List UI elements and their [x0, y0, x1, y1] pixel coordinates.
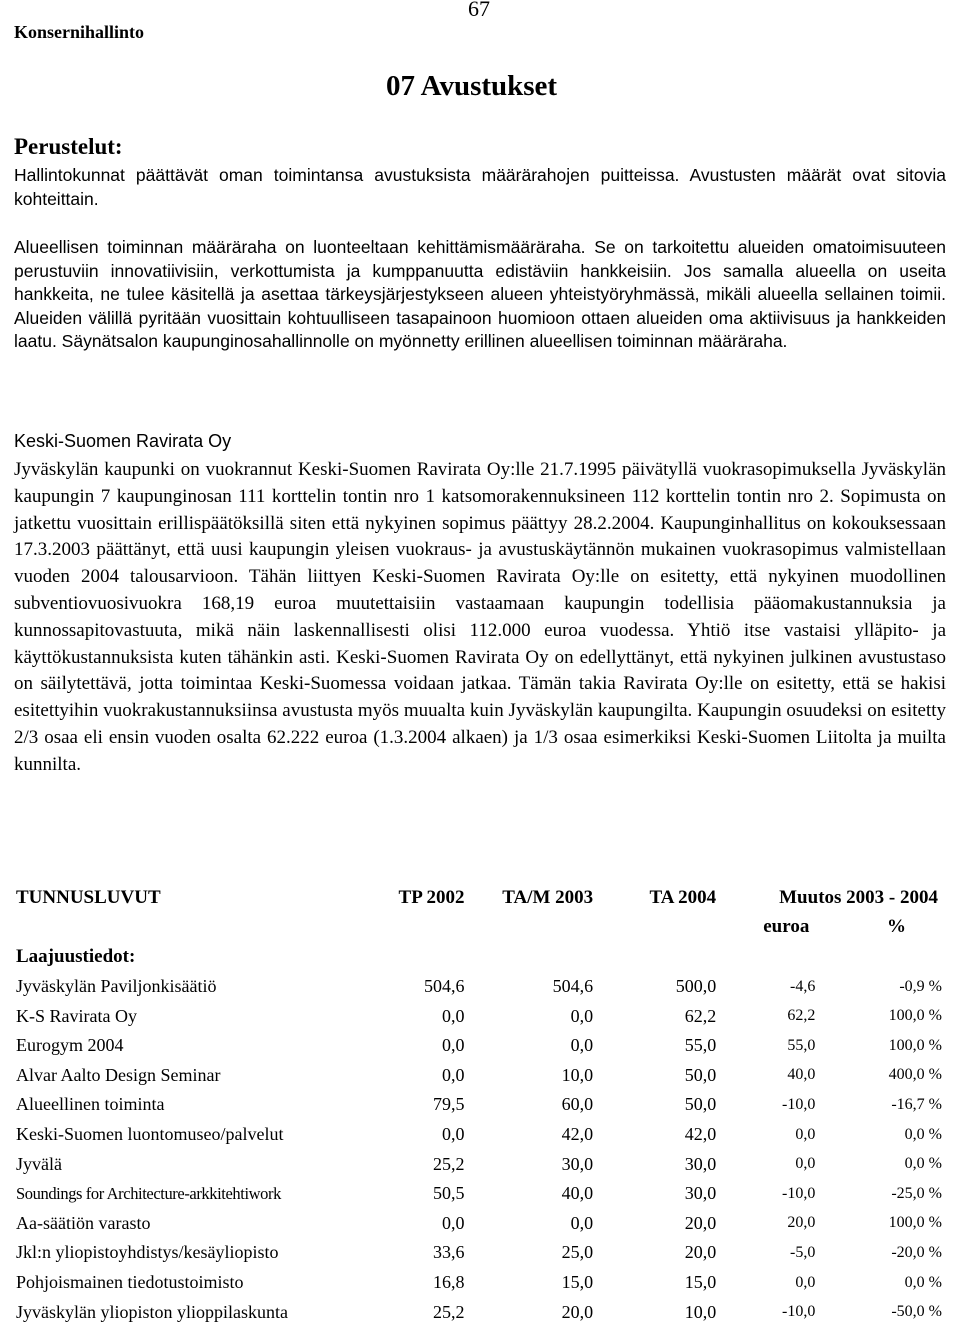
row-tam2003: 30,0 — [561, 1153, 594, 1174]
section-laajuustiedot: Laajuustiedot: — [16, 945, 136, 967]
row-ta2004: 42,0 — [684, 1124, 717, 1145]
row-tp2002: 0,0 — [442, 1005, 465, 1026]
row-change-percent: -50,0 % — [891, 1303, 942, 1321]
kpi-table — [16, 883, 942, 1327]
row-name: Aa-säätiön varasto — [16, 1212, 151, 1233]
row-tam2003: 0,0 — [570, 1005, 594, 1026]
table-header-row — [16, 883, 942, 913]
table-body — [16, 972, 942, 1327]
table-row — [16, 1268, 942, 1298]
row-tam2003: 25,0 — [561, 1242, 594, 1263]
row-tp2002: 33,6 — [433, 1242, 465, 1263]
row-ta2004: 55,0 — [684, 1035, 717, 1056]
row-ta2004: 30,0 — [684, 1183, 717, 1204]
row-name: Pohjoismainen tiedotustoimisto — [16, 1272, 244, 1293]
row-name: Keski-Suomen luontomuseo/palvelut — [16, 1124, 284, 1145]
header-ta2004: TA 2004 — [649, 886, 717, 908]
unit-percent: % — [887, 916, 906, 938]
row-change-percent: -20,0 % — [891, 1243, 942, 1261]
table-section-row — [16, 942, 942, 972]
row-ta2004: 15,0 — [684, 1272, 717, 1293]
table-row — [16, 1120, 942, 1150]
row-tam2003: 0,0 — [570, 1035, 594, 1056]
row-change-euroa: 20,0 — [787, 1214, 816, 1232]
header-tunnusluvut: TUNNUSLUVUT — [16, 886, 161, 908]
row-tp2002: 16,8 — [433, 1272, 465, 1293]
header-muutos: Muutos 2003 - 2004 — [779, 886, 938, 908]
row-tp2002: 25,2 — [433, 1301, 465, 1322]
row-change-euroa: -10,0 — [782, 1184, 816, 1202]
row-tp2002: 504,6 — [424, 976, 465, 997]
table-row — [16, 1209, 942, 1239]
row-tam2003: 504,6 — [552, 976, 594, 997]
page-heading: 07 Avustukset — [386, 70, 558, 102]
row-tp2002: 0,0 — [442, 1124, 465, 1145]
row-change-euroa: 0,0 — [795, 1273, 816, 1291]
row-tam2003: 10,0 — [561, 1064, 594, 1085]
table-row — [16, 1090, 942, 1120]
row-name: Jyväskylän yliopiston ylioppilaskunta — [16, 1301, 288, 1322]
row-tp2002: 0,0 — [442, 1212, 465, 1233]
ravirata-body: Jyväskylän kaupunki on vuokrannut Keski-Suomen Ravirata Oy:lle 21.7.1995 päivätyllä vuokrasopimuksella Jyväskylän kaupungin 7 kaupunginosan 111 korttelin tontin nro 1 katsomorakennuksineen 112 korttelin tontin nro 2. Sopimusta on jatkettu vuosittain erillispäätöksillä siten että nykyinen sopimus päättyy 28.2.2004. Kaupunginhallitus on kokouksessaan 17.3.2003 päättänyt, että uusi kaupungin yleisen vuokraus- ja avustuskäytännön mukainen vuokrasopimus valmistellaan vuoden 2004 talousarvioon. Tähän liittyen Keski-Suomen Ravirata Oy:lle on esitetty, että nykyinen muodollinen subventiovuosivuokra 168,19 euroa muutettaisiin vastaamaan kaupungin todellisia pääomakustannuksia ja kunnossapitovastuuta, mikä näin laskennallisesti olisi 112.000 euroa vuodessa. Yhtiö itse vastaisi ylläpito- ja käyttökustannuksista kuten tähänkin asti. Keski-Suomen Ravirata Oy on edellyttänyt, että nykyinen julkinen avustustaso on säilytettävä, jotta toimintaa Keski-Suomessa voidaan jatkaa. Tämän takia Ravirata Oy:lle on esitetty, että se hakisi esitettyihin vuokrakustannuksiinsa avustusta myös muualta kuin Jyväskylän kaupungilta. Kaupungin osuudeksi on esitetty 2/3 osaa eli ensin vuoden osalta 62.222 euroa (1.3.2004 alkaen) ja 1/3 osaa esimerkiksi Keski-Suomen Liitolta ja muilta kunnilta. — [14, 459, 946, 775]
table-units-row — [16, 913, 942, 943]
row-name: Alueellinen toiminta — [16, 1094, 165, 1115]
row-tp2002: 0,0 — [442, 1064, 465, 1085]
row-ta2004: 10,0 — [684, 1301, 717, 1322]
row-tam2003: 42,0 — [561, 1124, 594, 1145]
row-change-euroa: 0,0 — [795, 1125, 816, 1143]
row-tam2003: 60,0 — [561, 1094, 594, 1115]
row-change-percent: -16,7 % — [891, 1095, 942, 1113]
row-name: Alvar Aalto Design Seminar — [16, 1064, 221, 1085]
row-change-euroa: 55,0 — [787, 1036, 816, 1054]
row-change-percent: 100,0 % — [888, 1214, 942, 1232]
header-tam2003: TA/M 2003 — [502, 886, 594, 908]
row-ta2004: 20,0 — [684, 1242, 717, 1263]
row-name: Soundings for Architecture-arkkitehtiwork — [16, 1183, 281, 1203]
perustelut-paragraph-2: Alueellisen toiminnan määräraha on luonteeltaan kehittämismääräraha. Se on tarkoitettu alueiden omatoimisuuteen perustuviin innovatiivisiin, verkottumista ja kumppanuutta edistäviin hankkeisiin. Jos samalla alueella on useita hankkeita, ne tulee käsitellä ja asettaa tärkeysjärjestykseen alueen yhteistyöryhmässä, mikäli alueella sellainen toimii. Alueiden välillä pyritään vuosittain kohtuulliseen tasapainoon huomioon ottaen alueiden oma aktiivisuus ja hankkeiden laatu. Säynätsalon kaupunginosahallinnolle on myönnetty erillinen alueellisen toiminnan määräraha. — [14, 237, 946, 351]
table-row — [16, 1001, 942, 1031]
row-ta2004: 62,2 — [684, 1005, 717, 1026]
row-change-euroa: -10,0 — [782, 1095, 816, 1113]
row-change-percent: 400,0 % — [888, 1066, 942, 1084]
row-tp2002: 79,5 — [433, 1094, 465, 1115]
row-ta2004: 50,0 — [684, 1094, 717, 1115]
table-row — [16, 972, 942, 1002]
row-change-percent: 0,0 % — [904, 1273, 942, 1291]
row-change-euroa: 0,0 — [795, 1155, 816, 1173]
perustelut-paragraph-1: Hallintokunnat päättävät oman toimintansa avustuksista määrärahojen puitteissa. Avustusten määrät ovat sitovia kohteittain. — [14, 165, 946, 209]
row-change-percent: 100,0 % — [888, 1036, 942, 1054]
row-ta2004: 500,0 — [675, 976, 717, 997]
row-change-euroa: -5,0 — [790, 1243, 816, 1261]
table-row — [16, 1149, 942, 1179]
row-tp2002: 25,2 — [433, 1153, 465, 1174]
row-change-percent: -25,0 % — [891, 1184, 942, 1202]
row-tam2003: 40,0 — [561, 1183, 594, 1204]
row-tp2002: 0,0 — [442, 1035, 465, 1056]
row-ta2004: 50,0 — [684, 1064, 717, 1085]
row-change-percent: 0,0 % — [904, 1125, 942, 1143]
row-name: Jyvälä — [16, 1153, 62, 1174]
row-change-euroa: -4,6 — [790, 977, 816, 995]
row-ta2004: 20,0 — [684, 1212, 717, 1233]
row-name: Eurogym 2004 — [16, 1035, 124, 1056]
table-row — [16, 1297, 942, 1327]
organization-name: Konsernihallinto — [14, 22, 145, 42]
page-number: 67 — [468, 0, 490, 21]
table-row — [16, 1061, 942, 1091]
row-change-percent: -0,9 % — [899, 977, 942, 995]
row-tam2003: 0,0 — [570, 1212, 594, 1233]
row-change-percent: 100,0 % — [888, 1007, 942, 1025]
ravirata-title: Keski-Suomen Ravirata Oy — [14, 431, 232, 451]
row-change-euroa: -10,0 — [782, 1303, 816, 1321]
unit-euroa: euroa — [763, 916, 810, 938]
table-row — [16, 1179, 942, 1209]
table-row — [16, 1031, 942, 1061]
table-row — [16, 1238, 942, 1268]
row-tam2003: 20,0 — [561, 1301, 594, 1322]
row-tam2003: 15,0 — [561, 1272, 594, 1293]
row-name: Jyväskylän Paviljonkisäätiö — [16, 976, 217, 997]
row-tp2002: 50,5 — [433, 1183, 465, 1204]
row-change-percent: 0,0 % — [904, 1155, 942, 1173]
row-name: K-S Ravirata Oy — [16, 1005, 137, 1026]
row-ta2004: 30,0 — [684, 1153, 717, 1174]
perustelut-title: Perustelut: — [14, 134, 123, 159]
header-tp2002: TP 2002 — [398, 886, 465, 908]
row-name: Jkl:n yliopistoyhdistys/kesäyliopisto — [16, 1242, 279, 1263]
row-change-euroa: 40,0 — [787, 1066, 816, 1084]
row-change-euroa: 62,2 — [787, 1007, 816, 1025]
